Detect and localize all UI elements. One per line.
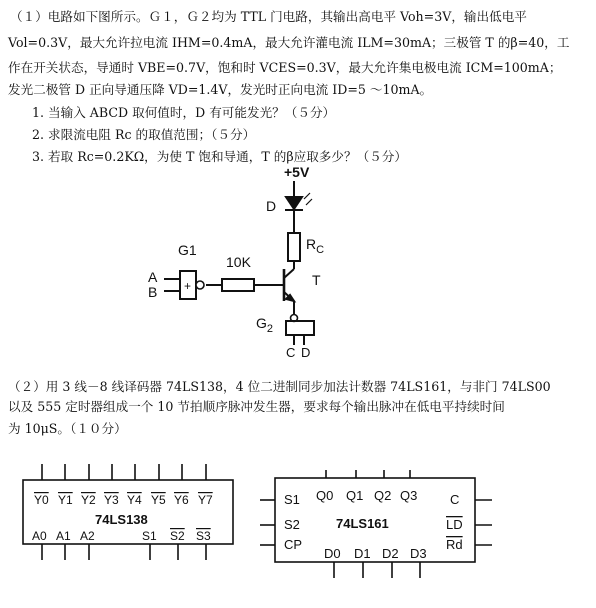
input-rd: Rd [446,537,463,552]
question-2: 2. 求限流电阻 Rc 的取值范围；（５分） [32,127,256,142]
input-c-label: C [286,345,296,360]
part1-line-1: （１）电路如下图所示。Ｇ１，Ｇ２均为 TTL 门电路，其输出高电平 Voh=3V，输出低电平 [10,9,527,24]
output-y3: Y3 [104,493,119,507]
part2-line-1: （２）用 3 线－8 线译码器 74LS138，4 位二进制同步加法计数器 74LS161，与非门 74LS00 [8,379,551,394]
input-d0: D0 [324,546,341,561]
question-3: 3. 若取 Rc=0.2KΩ，为使 T 饱和导通，T 的β应取多少？（５分） [32,149,407,164]
output-y7: Y7 [198,493,213,507]
input-a0: A0 [32,529,47,543]
part1-line-4: 发光二极管 D 正向导通压降 VD=1.4V，发光时正向电流 ID=5 ～10mA。 [8,82,433,97]
output-y2: Y2 [81,493,96,507]
input-ld: LD [446,517,463,532]
input-d-label: D [301,345,311,360]
output-y1: Y1 [58,493,73,507]
output-q0: Q0 [316,488,334,503]
input-s2: S2 [284,517,300,532]
input-a1: A1 [56,529,71,543]
input-b-label: B [148,284,158,300]
chip-74ls161-bottom-pins [334,562,420,578]
input-d1: D1 [354,546,371,561]
part1-line-2: Vol=0.3V，最大允许拉电流 IHM=0.4mA，最大允许灌电流 ILM=30mA；三极管 T 的β=40，工 [8,35,570,50]
output-y6: Y6 [174,493,189,507]
input-s1: S1 [284,492,300,507]
output-y0: Y0 [34,493,49,507]
led-icon [285,193,312,210]
circuit-diagram-1 [0,165,596,365]
input-a-label: A [148,269,158,285]
led-label: D [266,198,277,214]
part1-line-3: 作在开关状态，导通时 VBE=0.7V，饱和时 VCES=0.3V，最大允许集电极电流 ICM=100mA； [8,60,562,75]
input-d3: D3 [410,546,427,561]
gate-g2-label: $G_2$ [256,315,274,335]
rc-resistor [288,233,300,261]
input-s2: S2 [170,529,185,543]
chip-74ls138-top-pins [42,464,206,480]
output-c: C [450,492,460,507]
resistor-10k [222,279,254,291]
question-1: 1. 当输入 ABCD 取何值时，D 有可能发光？（５分） [32,105,336,120]
rc-label: $R_C$ [306,236,325,256]
chip-74ls161 [260,470,510,600]
part2-line-3: 为 10μS。（１０分） [8,421,127,436]
output-y4: Y4 [127,493,142,507]
gate-g1-symbol: + [184,279,192,293]
chip-74ls161-top-pins [326,470,410,478]
supply-label: +5V [284,165,310,180]
output-y5: Y5 [151,493,166,507]
chip-74ls138 [10,460,270,590]
input-s1: S1 [142,529,157,543]
gate-g1-label: G1 [178,242,197,258]
output-q2: Q2 [374,488,392,503]
transistor-icon [284,269,294,301]
input-d2: D2 [382,546,399,561]
input-cp: CP [284,537,303,552]
transistor-label: T [312,272,321,288]
input-a2: A2 [80,529,95,543]
input-s3: S3 [196,529,211,543]
chip-74ls138-name: 74LS138 [95,512,148,527]
part2-line-2: 以及 555 定时器组成一个 10 节拍顺序脉冲发生器，要求每个输出脉冲在低电平持续时间 [8,399,505,414]
chip-74ls161-name: 74LS161 [336,516,389,531]
gate-g2 [286,321,314,335]
output-q3: Q3 [400,488,418,503]
chip-74ls138-bottom-pins [42,544,206,560]
output-q1: Q1 [346,488,364,503]
resistor-10k-label: 10K [226,254,251,270]
gate-g1-inverter-bubble [196,281,204,289]
